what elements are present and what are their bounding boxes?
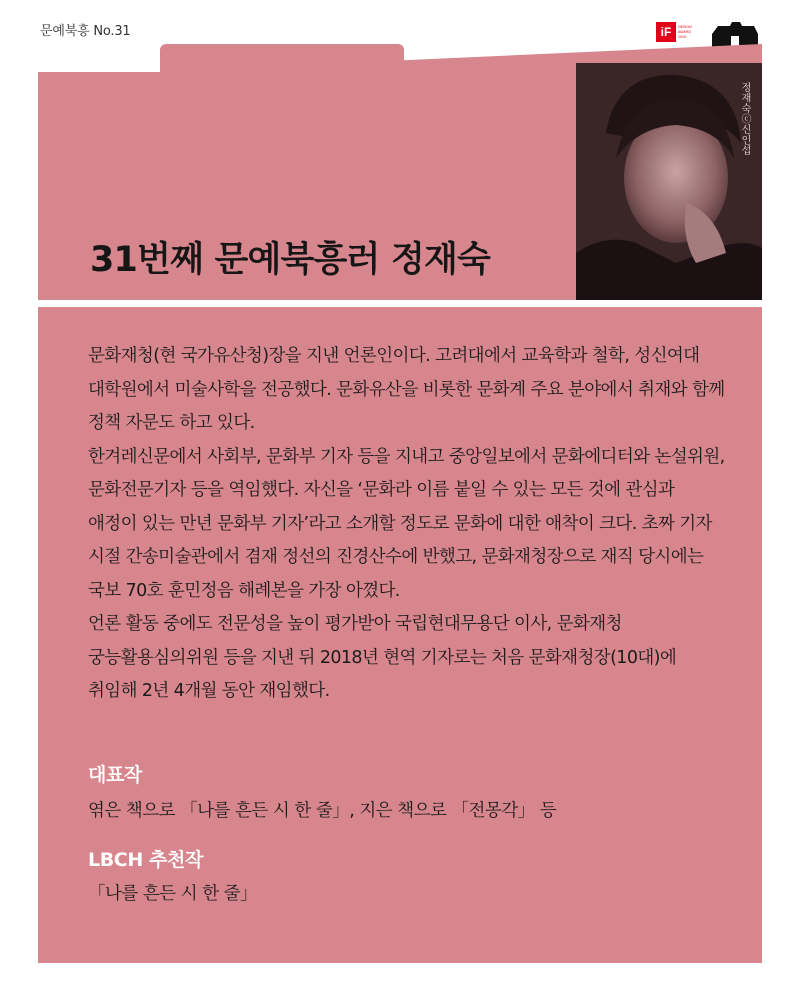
biography xyxy=(88,340,728,709)
photo-credit: 정재숙ⓒ신인섭 xyxy=(739,82,750,156)
if-logo-mark: iF xyxy=(656,22,676,42)
works-text: 엮은 책으로 「나를 흔든 시 한 줄」, 지은 책으로 「전몽각」 등 xyxy=(88,801,557,821)
logo-group xyxy=(656,22,760,48)
works-heading: 대표작 xyxy=(88,764,142,786)
bio-paragraph: 한겨레신문에서 사회부, 문화부 기자 등을 지내고 중앙일보에서 문화에디터와 논설위원, 문화전문기자 등을 역임했다. 자신을 ‘문화라 이름 붙일 수 있는 모든 것에 관심과 애정이 있는 만년 문화부 기자’라고 소개할 정도로 문화에 대한 애착이 크다. 초짜 기자 시절 간송미술관에서 겸재 정선의 진경산수에 반했고, 문화재청장으로 재직 당시에는 국보 70호 훈민정음 해례본을 가장 아꼈다. xyxy=(88,446,725,601)
bio-paragraph: 언론 활동 중에도 전문성을 높이 평가받아 국립현대무용단 이사, 문화재청 궁능활용심의위원 등을 지낸 뒤 2018년 현역 기자로는 처음 문화재청장(10대)에 취임해 2년 4개월 동안 재임했다. xyxy=(88,614,677,701)
house-icon xyxy=(710,22,760,48)
if-logo-text: DESIGN AWARD 2019 xyxy=(678,24,692,39)
page-title: 31번째 문예북흥러 정재숙 xyxy=(90,240,490,280)
book-concert-hall-logo xyxy=(710,22,760,48)
issue-label: 문예북흥 No.31 xyxy=(40,24,131,39)
if-design-award-logo xyxy=(656,22,700,42)
recommend-heading: LBCH 추천작 xyxy=(88,849,203,871)
recommend-text: 「나를 흔든 시 한 줄」 xyxy=(88,884,258,904)
bio-paragraph: 문화재청(현 국가유산청)장을 지낸 언론인이다. 고려대에서 교육학과 철학, 성신여대 대학원에서 미술사학을 전공했다. 문화유산을 비롯한 문화계 주요 분야에서 취재와 함께 정책 자문도 하고 있다. xyxy=(88,346,725,433)
